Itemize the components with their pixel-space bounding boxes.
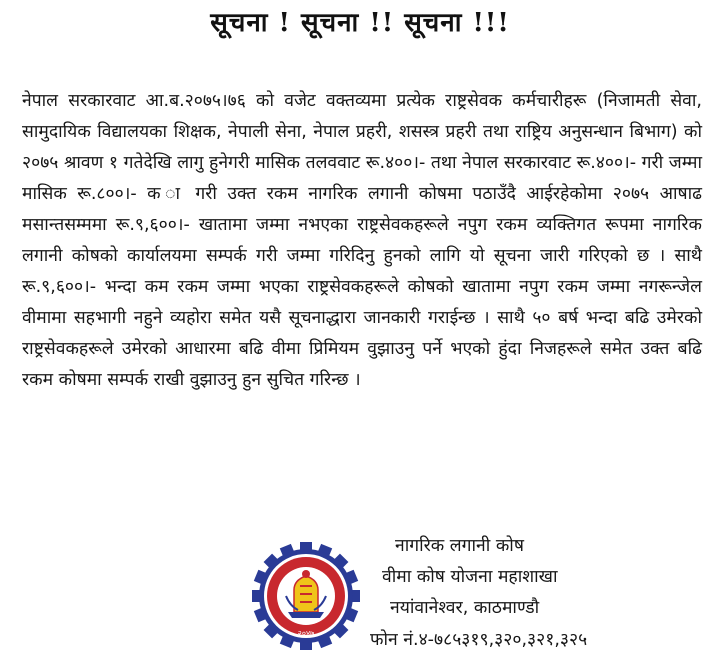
citizen-investment-trust-logo (250, 540, 362, 652)
organization-department: वीमा कोष योजना महाशाखा (382, 567, 558, 587)
logo-year: २०४७ (297, 629, 315, 638)
notice-body: नेपाल सरकारवाट आ.ब.२०७५।७६ को वजेट वक्तव्यमा प्रत्येक राष्ट्रसेवक कर्मचारीहरू (निजामती सेवा, सामुदायिक विद्यालयका शिक्षक, नेपाली सेना, नेपाल प्रहरी, शसस्त्र प्रहरी तथा राष्ट्रिय अनुसन्धान बिभाग) को २०७५ श्रावण १ गतेदेखि लागु हुनेगरी मासिक तलववाट रू.४००।- तथा नेपाल सरकारवाट रू.४००।- गरी जम्मा मासिक रू.८००।- क ा गरी उक्त रकम नागरिक लगानी कोषमा पठाउँदै आईरहेकोमा २०७५ आषाढ मसान्तसम्ममा रू.९,६००।- खातामा जम्मा नभएका राष्ट्रसेवकहरूले नपुग रकम व्यक्तिगत रूपमा नागरिक लगानी कोषको कार्यालयमा सम्पर्क गरी जम्मा गरिदिनु हुनको लागि यो सूचना जारी गरिएको छ । साथै रू.९,६००।- भन्दा कम रकम जम्मा भएका राष्ट्रसेवकहरूले कोषको खातामा नपुग रकम जम्मा नगरून्जेल वीमामा सहभागी नहुने व्यहोरा समेत यसै सूचनाद्धारा जानकारी गराईन्छ । साथै ५० बर्ष भन्दा बढि उमेरको राष्ट्रसेवकहरूले उमेरको आधारमा बढि वीमा प्रिमियम वुझाउनु पर्ने भएको हुंदा निजहरूले समेत उक्त बढि रकम कोषमा सम्पर्क राखी वुझाउनु हुन सुचित गरिन्छ । (22, 91, 702, 390)
notice-title: सूचना ! सूचना !! सूचना !!! (210, 8, 510, 38)
organization-phone: फोन नं.४-७८५३१९,३२०,३२१,३२५ (370, 630, 588, 650)
organization-signature-block (250, 528, 720, 668)
organization-address: नयांवानेश्वर, काठमाण्डौ (390, 598, 540, 618)
organization-name: नागरिक लगानी कोष (395, 536, 524, 556)
